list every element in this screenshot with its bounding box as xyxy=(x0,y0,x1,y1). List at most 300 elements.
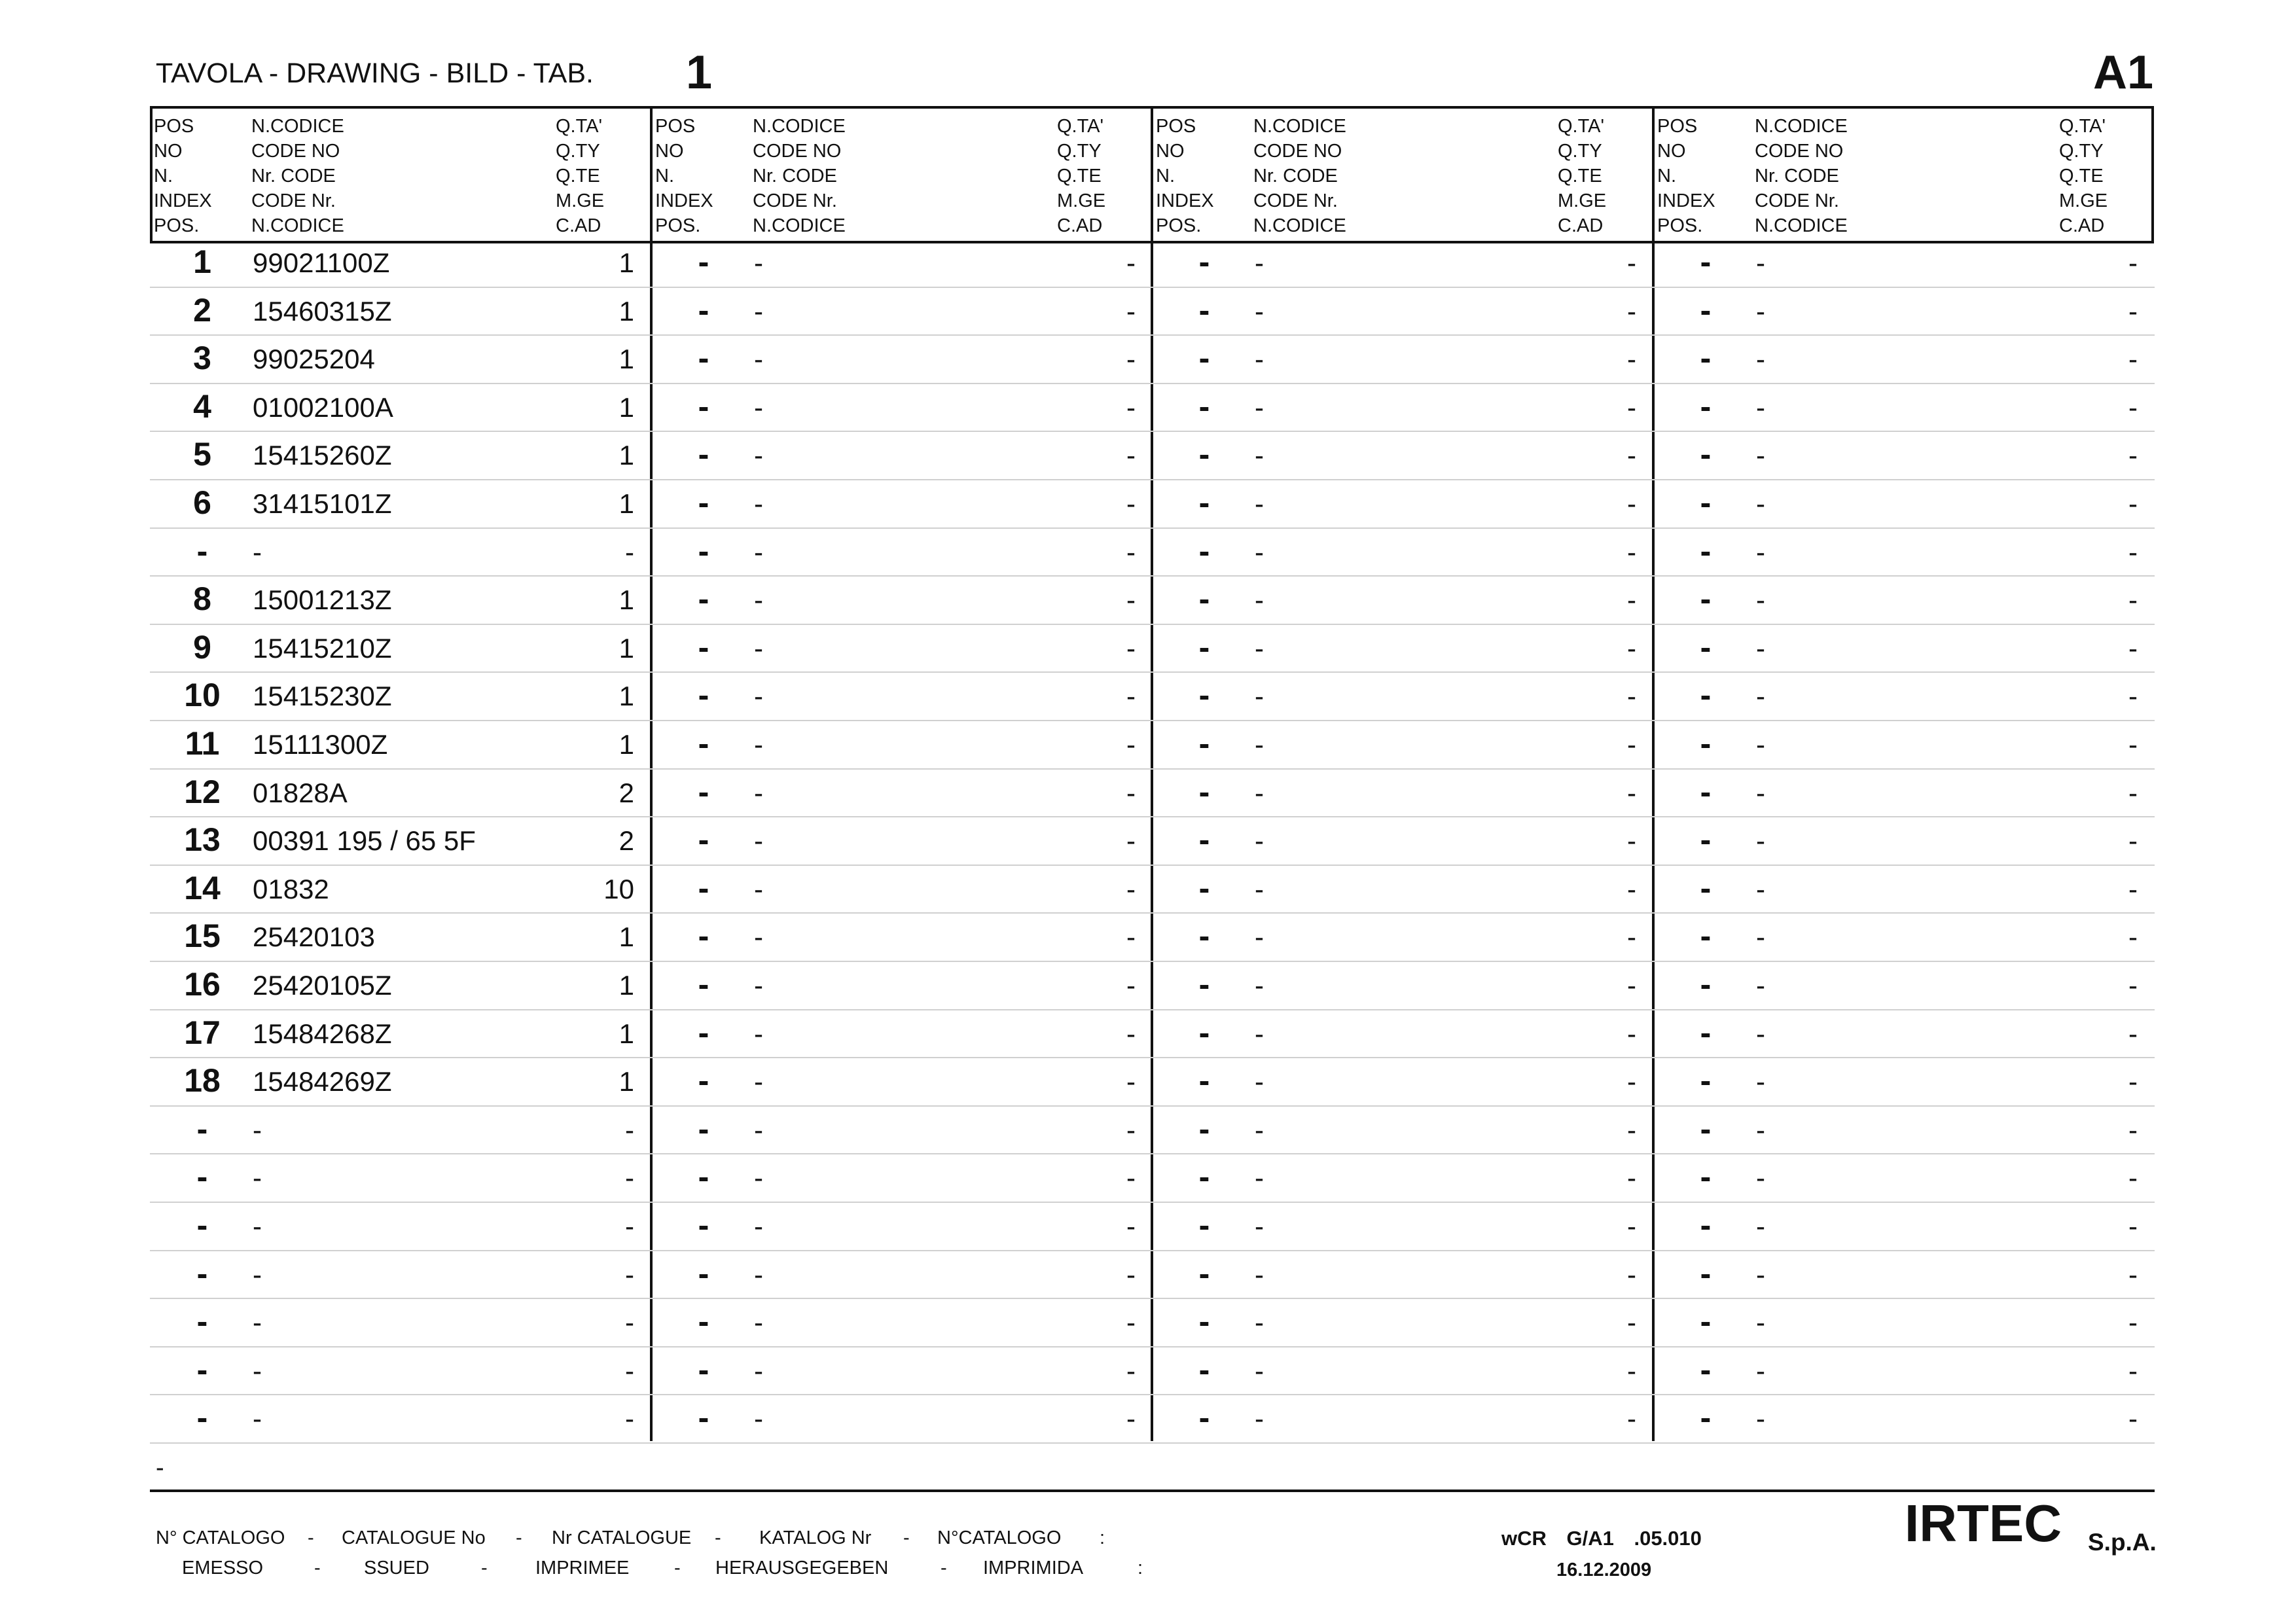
header-label: N. xyxy=(1156,166,1175,187)
cell-qty: 1 xyxy=(619,1066,634,1097)
cell-qty: 1 xyxy=(619,440,634,471)
cell-qty: - xyxy=(1126,825,1136,857)
cell-pos: - xyxy=(196,1255,208,1292)
cell-qty: - xyxy=(1627,1211,1636,1241)
cell-qty: - xyxy=(2128,1307,2138,1338)
cell-qty: - xyxy=(1627,825,1636,857)
cell-pos: 5 xyxy=(193,436,211,473)
cell-pos: - xyxy=(1700,869,1712,906)
header-label: Q.TE xyxy=(1558,166,1602,187)
cell-pos: - xyxy=(1700,1110,1712,1147)
cell-code: - xyxy=(1255,536,1264,567)
cell-pos: - xyxy=(1198,436,1210,473)
cell-qty: 2 xyxy=(619,777,634,808)
cell-pos: - xyxy=(1198,1158,1210,1196)
cell-code: - xyxy=(754,825,763,857)
header-label: INDEX xyxy=(154,190,212,211)
cell-qty: - xyxy=(2128,1114,2138,1145)
cell-code: - xyxy=(754,295,763,327)
cell-qty: - xyxy=(1627,440,1636,471)
catalog-label: - xyxy=(308,1527,314,1548)
cell-pos: - xyxy=(698,1303,709,1340)
cell-code: 15415230Z xyxy=(253,681,392,712)
cell-qty: - xyxy=(2128,584,2138,616)
issued-label: SSUED xyxy=(364,1558,429,1578)
cell-pos: - xyxy=(698,484,709,521)
header-label: M.GE xyxy=(2059,190,2108,211)
cell-qty: - xyxy=(2128,970,2138,1001)
row-divider xyxy=(150,624,2155,625)
header-label: N. xyxy=(1657,166,1676,187)
cell-pos: - xyxy=(698,291,709,329)
cell-code: - xyxy=(1756,1018,1765,1049)
cell-pos: - xyxy=(1198,821,1210,859)
cell-qty: - xyxy=(2128,1066,2138,1097)
cell-qty: - xyxy=(2128,247,2138,278)
cell-qty: 1 xyxy=(619,921,634,953)
cell-code: 15460315Z xyxy=(253,295,392,327)
cell-code: - xyxy=(754,1211,763,1241)
cell-code: 99021100Z xyxy=(253,247,390,278)
cell-pos: - xyxy=(1700,387,1712,425)
header-pos-labels xyxy=(1657,114,1715,238)
cell-code: - xyxy=(253,1355,262,1386)
cell-pos: - xyxy=(1198,484,1210,521)
cell-qty: - xyxy=(625,1114,634,1145)
cell-code: - xyxy=(1756,729,1765,760)
cell-pos: - xyxy=(698,773,709,810)
cell-pos: - xyxy=(1198,1303,1210,1340)
cell-pos: - xyxy=(1700,291,1712,329)
cell-code: 15111300Z xyxy=(253,729,388,760)
header-code-labels xyxy=(1755,114,1848,238)
cell-qty: - xyxy=(625,1355,634,1386)
header-code-labels xyxy=(1253,114,1346,238)
cell-pos: - xyxy=(1700,1014,1712,1051)
cell-code: - xyxy=(253,1403,262,1435)
cell-code: - xyxy=(1255,1018,1264,1049)
cell-pos: - xyxy=(196,1303,208,1340)
row-divider xyxy=(150,1009,2155,1010)
cell-code: 01002100A xyxy=(253,391,393,423)
cell-pos: - xyxy=(196,1110,208,1147)
cell-code: - xyxy=(754,584,763,616)
cell-pos: - xyxy=(698,821,709,859)
cell-qty: - xyxy=(1627,681,1636,712)
page-id: A1 xyxy=(2092,46,2153,99)
cell-code: - xyxy=(754,1018,763,1049)
cell-code: 00391 195 / 65 5F xyxy=(253,825,476,857)
cell-qty: - xyxy=(2128,344,2138,375)
header-label: Q.TA' xyxy=(556,116,603,137)
cell-code: - xyxy=(1255,873,1264,904)
cell-code: - xyxy=(1255,247,1264,278)
header-label: Q.TY xyxy=(1057,141,1102,162)
header-label: N.CODICE xyxy=(1755,215,1848,236)
row-divider xyxy=(150,1250,2155,1251)
cell-pos: - xyxy=(1198,580,1210,618)
header-label: CODE NO xyxy=(753,141,842,162)
cell-code: - xyxy=(1756,488,1765,519)
catalog-code: wCR G/A1 .05.010 xyxy=(1501,1527,1702,1550)
cell-qty: - xyxy=(2128,1162,2138,1194)
catalog-label: CATALOGUE No xyxy=(342,1527,486,1548)
header-label: NO xyxy=(1156,141,1185,162)
cell-qty: - xyxy=(1627,1018,1636,1049)
cell-pos: - xyxy=(1198,773,1210,810)
cell-pos: - xyxy=(1198,532,1210,569)
cell-code: - xyxy=(1255,921,1264,953)
header-qty-labels xyxy=(2059,114,2108,238)
cell-qty: - xyxy=(2128,1211,2138,1241)
cell-qty: - xyxy=(1627,921,1636,953)
row-divider xyxy=(150,527,2155,529)
cell-pos: - xyxy=(698,1062,709,1099)
issued-label: IMPRIMIDA xyxy=(983,1558,1084,1578)
cell-pos: - xyxy=(698,243,709,280)
cell-code: - xyxy=(1255,970,1264,1001)
header-label: M.GE xyxy=(1057,190,1106,211)
cell-qty: 1 xyxy=(619,391,634,423)
cell-qty: - xyxy=(625,1162,634,1194)
cell-code: - xyxy=(1756,873,1765,904)
header-label: C.AD xyxy=(1558,215,1604,236)
cell-code: - xyxy=(754,970,763,1001)
cell-pos: - xyxy=(1700,580,1712,618)
header-label: CODE Nr. xyxy=(1755,190,1839,211)
cell-qty: - xyxy=(2128,1403,2138,1435)
cell-qty: - xyxy=(1627,1355,1636,1386)
footer-note: - xyxy=(156,1454,164,1482)
row-divider xyxy=(150,671,2155,673)
cell-pos: - xyxy=(196,1158,208,1196)
row-divider xyxy=(150,768,2155,770)
cell-pos: - xyxy=(1700,436,1712,473)
catalog-label: N°CATALOGO xyxy=(937,1527,1062,1548)
cell-pos: - xyxy=(1198,628,1210,666)
header-label: POS. xyxy=(1156,215,1202,236)
cell-code: - xyxy=(1255,1403,1264,1435)
cell-pos: 17 xyxy=(184,1014,221,1051)
cell-qty: - xyxy=(1126,344,1136,375)
header-label: N.CODICE xyxy=(1755,116,1848,137)
cell-code: - xyxy=(754,777,763,808)
cell-code: - xyxy=(754,1307,763,1338)
header-label: Q.TY xyxy=(2059,141,2104,162)
header-label: POS. xyxy=(154,215,200,236)
cell-code: - xyxy=(253,1114,262,1145)
row-divider xyxy=(150,287,2155,288)
header-label: C.AD xyxy=(1057,215,1103,236)
cell-qty: 1 xyxy=(619,295,634,327)
cell-qty: - xyxy=(1627,970,1636,1001)
cell-pos: - xyxy=(1700,1207,1712,1243)
cell-pos: - xyxy=(698,1351,709,1388)
cell-qty: - xyxy=(1126,440,1136,471)
cell-pos: - xyxy=(1700,966,1712,1003)
header-label: Q.TE xyxy=(556,166,600,187)
cell-code: - xyxy=(1756,344,1765,375)
cell-qty: 1 xyxy=(619,632,634,664)
cell-code: - xyxy=(1756,295,1765,327)
cell-pos: - xyxy=(1700,1158,1712,1196)
block-separator xyxy=(1151,106,1153,1441)
cell-qty: 1 xyxy=(619,247,634,278)
cell-code: - xyxy=(253,1162,262,1194)
cell-qty: - xyxy=(625,536,634,567)
row-divider xyxy=(150,1442,2155,1444)
cell-pos: - xyxy=(1700,725,1712,762)
cell-code: - xyxy=(1756,777,1765,808)
cell-pos: - xyxy=(1198,1255,1210,1292)
cell-pos: - xyxy=(1700,821,1712,859)
cell-qty: - xyxy=(1126,1114,1136,1145)
cell-code: - xyxy=(1756,584,1765,616)
cell-pos: - xyxy=(1700,532,1712,569)
catalog-label: - xyxy=(516,1527,522,1548)
cell-qty: - xyxy=(2128,729,2138,760)
issued-label: - xyxy=(481,1558,488,1578)
header-qty-labels xyxy=(1057,114,1105,238)
cell-qty: 10 xyxy=(603,873,634,904)
cell-pos: - xyxy=(1700,484,1712,521)
cell-pos: 14 xyxy=(184,869,221,906)
cell-pos: - xyxy=(1198,725,1210,762)
cell-qty: - xyxy=(1126,584,1136,616)
cell-pos: 1 xyxy=(193,243,211,280)
cell-pos: - xyxy=(1700,1255,1712,1292)
cell-qty: - xyxy=(2128,391,2138,423)
cell-pos: - xyxy=(698,1399,709,1436)
header-label: CODE Nr. xyxy=(251,190,336,211)
header-label: Q.TY xyxy=(556,141,600,162)
header-label: CODE Nr. xyxy=(1253,190,1338,211)
cell-qty: - xyxy=(625,1211,634,1241)
cell-code: - xyxy=(1255,440,1264,471)
row-divider xyxy=(150,1105,2155,1107)
cell-pos: - xyxy=(1198,918,1210,955)
header-label: C.AD xyxy=(556,215,601,236)
cell-pos: - xyxy=(1198,340,1210,377)
cell-code: - xyxy=(1756,440,1765,471)
cell-pos: - xyxy=(1700,1399,1712,1436)
row-divider xyxy=(150,431,2155,432)
cell-qty: - xyxy=(1126,1355,1136,1386)
cell-qty: - xyxy=(2128,921,2138,953)
cell-qty: 2 xyxy=(619,825,634,857)
issued-label: EMESSO xyxy=(182,1558,264,1578)
row-divider xyxy=(150,1394,2155,1395)
header-qty-labels xyxy=(556,114,604,238)
cell-code: 25420105Z xyxy=(253,970,392,1001)
header-label: Q.TE xyxy=(2059,166,2104,187)
cell-qty: - xyxy=(2128,873,2138,904)
cell-pos: - xyxy=(1198,966,1210,1003)
cell-pos: - xyxy=(1198,677,1210,714)
cell-pos: 8 xyxy=(193,580,211,618)
header-label: POS xyxy=(655,116,696,137)
cell-code: - xyxy=(1756,536,1765,567)
header-label: Nr. CODE xyxy=(1755,166,1839,187)
cell-pos: - xyxy=(1198,1399,1210,1436)
cell-code: - xyxy=(1756,825,1765,857)
cell-qty: - xyxy=(2128,681,2138,712)
footer-divider xyxy=(150,1489,2155,1492)
catalog-label: - xyxy=(903,1527,910,1548)
cell-qty: - xyxy=(2128,488,2138,519)
cell-qty: 1 xyxy=(619,729,634,760)
cell-qty: - xyxy=(1627,344,1636,375)
cell-code: - xyxy=(1756,1162,1765,1194)
header-label: Q.TY xyxy=(1558,141,1602,162)
cell-qty: - xyxy=(2128,1258,2138,1290)
cell-pos: - xyxy=(698,1110,709,1147)
cell-qty: - xyxy=(1126,1162,1136,1194)
cell-qty: - xyxy=(1126,921,1136,953)
row-divider xyxy=(150,961,2155,962)
cell-code: - xyxy=(1756,1211,1765,1241)
catalog-label: Nr CATALOGUE xyxy=(552,1527,692,1548)
issue-date: 16.12.2009 xyxy=(1556,1560,1652,1580)
company-name: IRTEC xyxy=(1905,1494,2062,1552)
cell-pos: - xyxy=(1198,869,1210,906)
cell-code: - xyxy=(1255,632,1264,664)
header-pos-labels xyxy=(154,114,212,238)
cell-qty: 1 xyxy=(619,1018,634,1049)
cell-code: - xyxy=(1255,1307,1264,1338)
cell-code: - xyxy=(754,1114,763,1145)
cell-pos: - xyxy=(1700,1351,1712,1388)
cell-pos: - xyxy=(698,532,709,569)
company-suffix: S.p.A. xyxy=(2088,1529,2157,1556)
cell-qty: - xyxy=(1627,247,1636,278)
cell-code: 01832 xyxy=(253,873,329,904)
cell-pos: - xyxy=(698,340,709,377)
cell-qty: - xyxy=(1627,632,1636,664)
cell-pos: - xyxy=(1198,387,1210,425)
header-label: N.CODICE xyxy=(753,215,846,236)
cell-code: - xyxy=(754,391,763,423)
cell-pos: 15 xyxy=(184,918,221,955)
cell-pos: - xyxy=(698,580,709,618)
issued-label: - xyxy=(941,1558,947,1578)
issued-label: HERAUSGEGEBEN xyxy=(715,1558,889,1578)
cell-code: - xyxy=(754,681,763,712)
cell-pos: 6 xyxy=(193,484,211,521)
cell-qty: - xyxy=(1627,1162,1636,1194)
cell-code: - xyxy=(754,729,763,760)
cell-pos: - xyxy=(1700,1062,1712,1099)
cell-code: - xyxy=(1756,970,1765,1001)
cell-code: - xyxy=(1255,295,1264,327)
row-divider xyxy=(150,1298,2155,1299)
issued-label: - xyxy=(314,1558,321,1578)
cell-qty: - xyxy=(1627,1307,1636,1338)
header-label: CODE NO xyxy=(1755,141,1844,162)
header-pos-labels xyxy=(655,114,713,238)
header-label: NO xyxy=(1657,141,1686,162)
cell-qty: 1 xyxy=(619,344,634,375)
row-divider xyxy=(150,912,2155,914)
cell-code: - xyxy=(1756,391,1765,423)
cell-qty: - xyxy=(1627,488,1636,519)
header-label: N.CODICE xyxy=(753,116,846,137)
cell-pos: - xyxy=(196,1399,208,1436)
cell-qty: 1 xyxy=(619,488,634,519)
cell-qty: - xyxy=(1126,1307,1136,1338)
cell-code: - xyxy=(253,1307,262,1338)
cell-pos: 16 xyxy=(184,966,221,1003)
cell-qty: - xyxy=(1126,873,1136,904)
cell-qty: - xyxy=(1627,729,1636,760)
cell-code: - xyxy=(754,247,763,278)
catalog-label: - xyxy=(715,1527,721,1548)
cell-pos: 10 xyxy=(184,677,221,714)
cell-code: - xyxy=(1756,247,1765,278)
cell-qty: - xyxy=(1627,1403,1636,1435)
row-divider xyxy=(150,1346,2155,1347)
cell-qty: - xyxy=(1126,536,1136,567)
cell-code: - xyxy=(754,488,763,519)
cell-code: - xyxy=(1756,1114,1765,1145)
block-separator xyxy=(1652,106,1655,1441)
cell-code: - xyxy=(754,873,763,904)
cell-pos: - xyxy=(698,725,709,762)
cell-pos: - xyxy=(1198,1014,1210,1051)
header-label: Q.TE xyxy=(1057,166,1102,187)
cell-code: 31415101Z xyxy=(253,488,392,519)
header-label: N. xyxy=(655,166,674,187)
cell-code: - xyxy=(1255,584,1264,616)
row-divider xyxy=(150,479,2155,480)
cell-pos: - xyxy=(1198,1207,1210,1243)
header-label: Q.TA' xyxy=(1057,116,1104,137)
row-divider xyxy=(150,865,2155,866)
cell-pos: - xyxy=(1700,918,1712,955)
cell-qty: - xyxy=(1627,1114,1636,1145)
cell-qty: - xyxy=(1126,1018,1136,1049)
header-label: CODE Nr. xyxy=(753,190,837,211)
header-label: NO xyxy=(154,141,183,162)
cell-qty: - xyxy=(1627,1258,1636,1290)
cell-pos: 4 xyxy=(193,387,211,425)
cell-pos: 13 xyxy=(184,821,221,859)
cell-code: - xyxy=(754,1162,763,1194)
cell-qty: 1 xyxy=(619,970,634,1001)
header-label: N.CODICE xyxy=(1253,116,1346,137)
cell-pos: - xyxy=(698,1014,709,1051)
cell-qty: - xyxy=(625,1258,634,1290)
cell-pos: - xyxy=(1198,1110,1210,1147)
issued-label: - xyxy=(674,1558,681,1578)
cell-code: - xyxy=(754,440,763,471)
cell-pos: - xyxy=(698,966,709,1003)
cell-qty: - xyxy=(2128,295,2138,327)
cell-code: - xyxy=(1255,1258,1264,1290)
cell-code: - xyxy=(1255,391,1264,423)
cell-pos: - xyxy=(1198,1351,1210,1388)
cell-qty: 1 xyxy=(619,584,634,616)
cell-pos: - xyxy=(1700,677,1712,714)
header-label: C.AD xyxy=(2059,215,2105,236)
cell-qty: - xyxy=(1126,970,1136,1001)
catalog-label: N° CATALOGO xyxy=(156,1527,285,1548)
cell-code: 15001213Z xyxy=(253,584,392,616)
header-label: N.CODICE xyxy=(251,215,344,236)
header-label: INDEX xyxy=(1657,190,1715,211)
cell-code: - xyxy=(253,536,262,567)
cell-qty: - xyxy=(2128,825,2138,857)
